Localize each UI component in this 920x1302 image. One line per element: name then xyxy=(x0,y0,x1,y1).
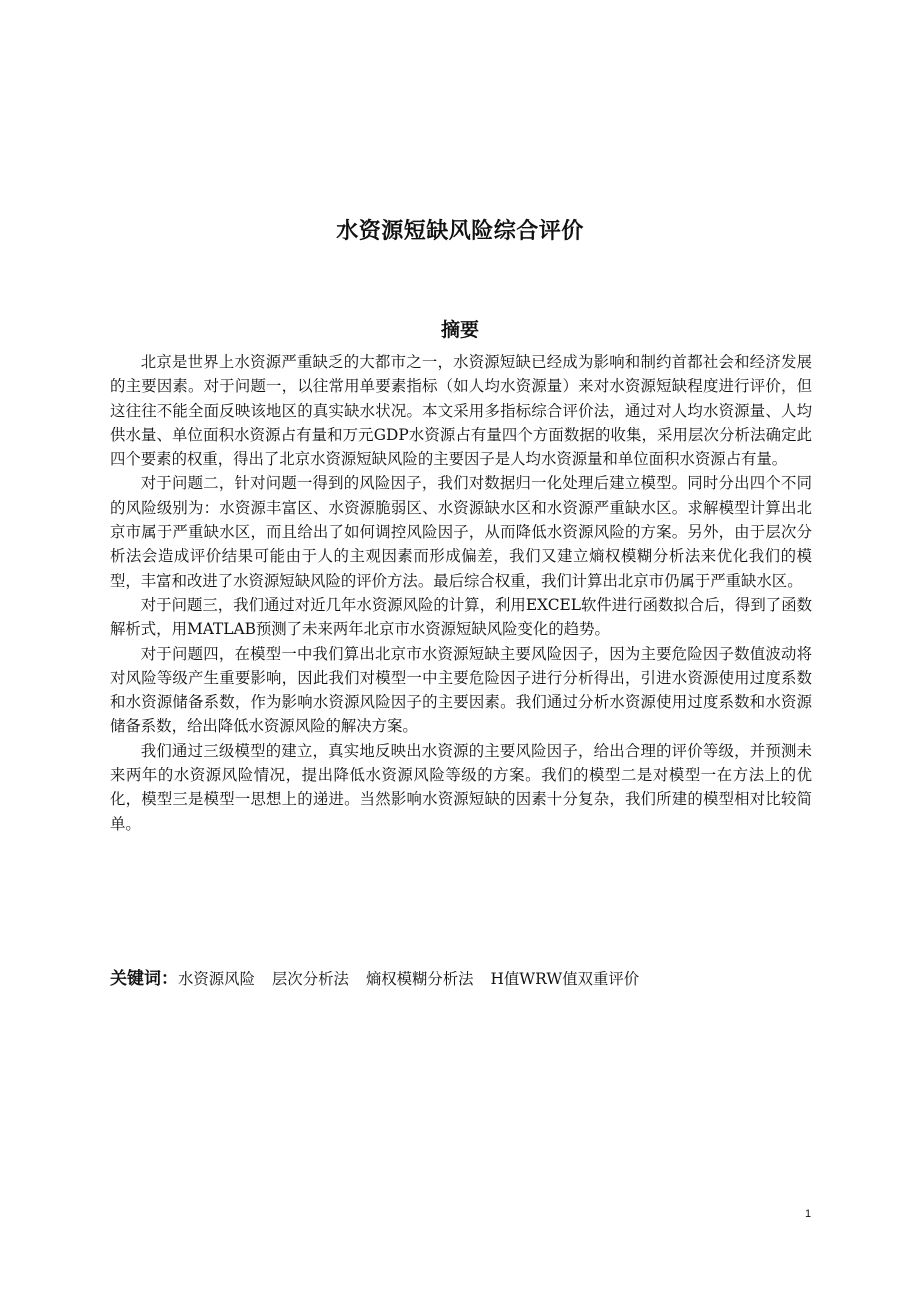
abstract-heading: 摘要 xyxy=(440,319,479,341)
keyword-item: H值WRW值双重评价 xyxy=(490,970,640,988)
abstract-paragraph: 我们通过三级模型的建立，真实地反映出水资源的主要风险因子，给出合理的评价等级，并预测未来两年的水资源风险情况，提出降低水资源风险等级的方案。我们的模型二是对模型一在方法上的优化，模型三是模型一思想上的递进。当然影响水资源短缺的因素十分复杂，我们所建的模型相对比较简单。 xyxy=(110,741,812,833)
paper-title: 水资源短缺风险综合评价 xyxy=(336,219,584,244)
abstract-paragraph: 对于问题四，在模型一中我们算出北京市水资源短缺主要风险因子，因为主要危险因子数值波动将对风险等级产生重要影响，因此我们对模型一中主要危险因子进行分析得出，引进水资源使用过度系数和水资源储备系数，作为影响水资源风险因子的主要因素。我们通过分析水资源使用过度系数和水资源储备系数，给出降低水资源风险的解决方案。 xyxy=(110,644,812,736)
page-number: 1 xyxy=(804,1208,812,1220)
abstract-paragraph: 对于问题二，针对问题一得到的风险因子，我们对数据归一化处理后建立模型。同时分出四个不同的风险级别为：水资源丰富区、水资源脆弱区、水资源缺水区和水资源严重缺水区。求解模型计算出北京市属于严重缺水区，而且给出了如何调控风险因子，从而降低水资源风险的方案。另外，由于层次分析法会造成评价结果可能由于人的主观因素而形成偏差，我们又建立熵权模糊分析法来优化我们的模型，丰富和改进了水资源短缺风险的评价方法。最后综合权重，我们计算出北京市仍属于严重缺水区。 xyxy=(110,474,812,590)
keywords-label: 关键词： xyxy=(110,969,178,989)
abstract-paragraph: 对于问题三，我们通过对近几年水资源风险的计算，利用EXCEL软件进行函数拟合后，得到了函数解析式，用MATLAB预测了未来两年北京市水资源短缺风险变化的趋势。 xyxy=(110,595,812,639)
keyword-item: 层次分析法 xyxy=(271,970,349,988)
keyword-item: 熵权模糊分析法 xyxy=(365,970,474,988)
abstract-body xyxy=(110,350,812,836)
abstract-paragraph: 北京是世界上水资源严重缺乏的大都市之一，水资源短缺已经成为影响和制约首都社会和经济发展的主要因素。对于问题一，以往常用单要素指标（如人均水资源量）来对水资源短缺程度进行评价，但这往往不能全面反映该地区的真实缺水状况。本文采用多指标综合评价法，通过对人均水资源量、人均供水量、单位面积水资源占有量和万元GDP水资源占有量四个方面数据的收集，采用层次分析法确定此四个要素的权重，得出了北京水资源短缺风险的主要因子是人均水资源量和单位面积水资源占有量。 xyxy=(110,353,812,469)
keyword-item: 水资源风险 xyxy=(178,970,255,988)
keywords-line xyxy=(110,967,812,991)
